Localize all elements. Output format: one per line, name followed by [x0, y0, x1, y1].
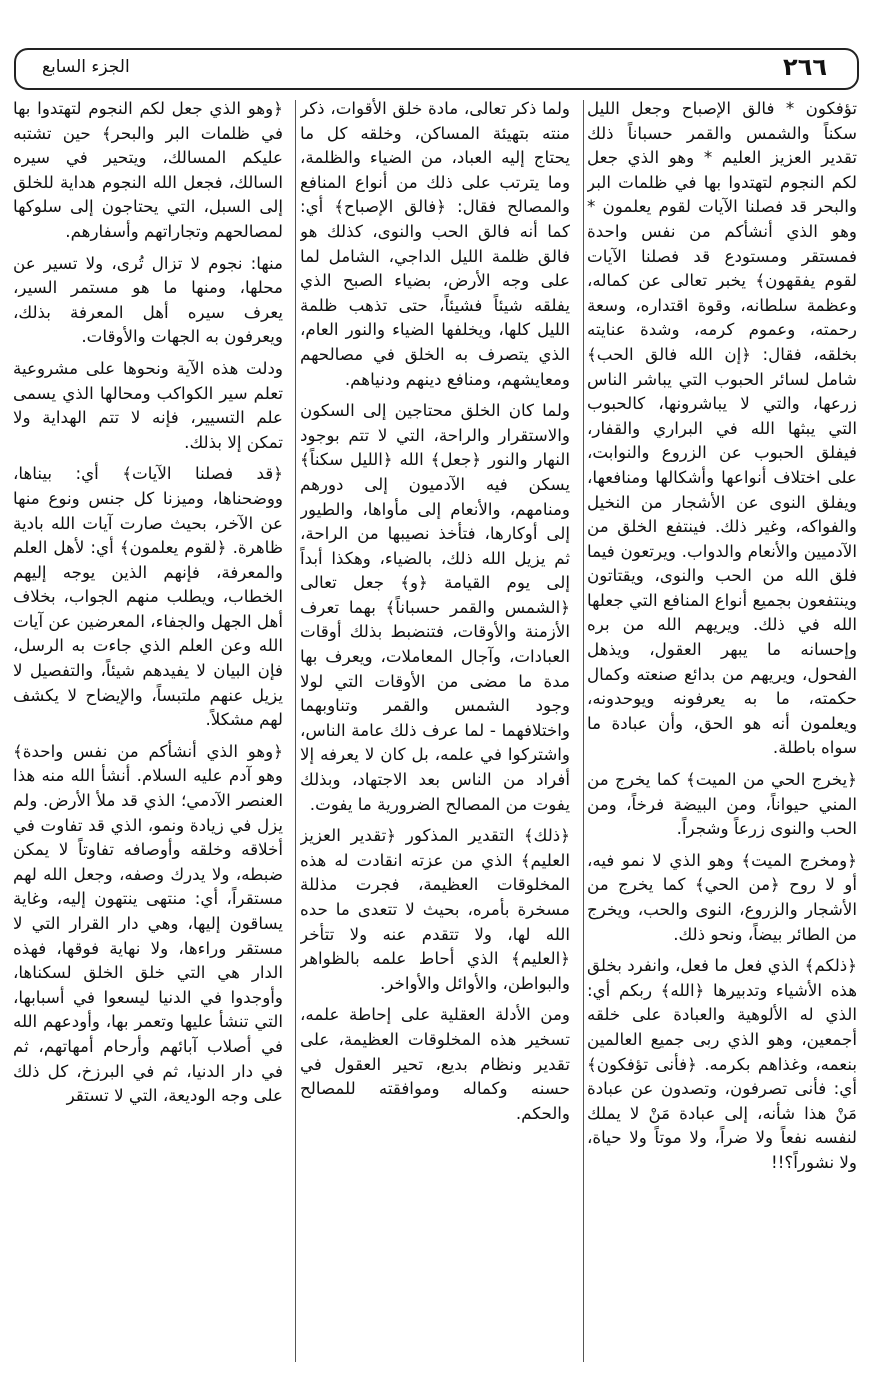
text-column-right: [587, 96, 857, 1366]
paragraph: ﴿ومخرج الميت﴾ وهو الذي لا نمو فيه، أو لا روح ﴿من الحي﴾ كما يخرج من الأشجار والزروع، النوى والحب، ويخرج من الطائر بيضاً، ونحو ذلك.: [587, 849, 857, 944]
paragraph: ﴿وهو الذي أنشأكم من نفس واحدة﴾ وهو آدم عليه السلام. أنشأ الله منه هذا العنصر الآدمي؛ الذي قد ملأ الأرض. ولم يزل في زيادة ونمو، الذي قد تفاوت في أخلاقه وخلقه وأوصافه تفاوتاً لا يمكن ضبطه، ولا يدرك وصفه، وجعل الله لهم مستقراً، أي: منتهى ينتهون إليه، وغاية يساقون إليها، وهي دار القرار التي لا مستقر وراءها، ولا نهاية فوقها، فهذه الدار هي التي خلق الخلق لسكناها، وأوجدوا في الدنيا ليسعوا في أسبابها، التي تنشأ عليها وتعمر بها، وأودعهم الله في أصلاب آبائهم وأرحام أمهاتهم، ثم في دار الدنيا، ثم في البرزخ، كل ذلك على وجه الوديعة، التي لا تستقر: [13, 740, 283, 1106]
page-number: ٢٦٦: [783, 53, 827, 81]
paragraph: منها: نجوم لا تزال تُرى، ولا تسير عن محلها، ومنها ما هو مستمر السير، يعرف سيره أهل المعرفة بذلك، ويعرفون به الجهات والأوقات.: [13, 252, 283, 347]
paragraph: ﴿يخرج الحي من الميت﴾ كما يخرج من المني حيواناً، ومن البيضة فرخاً، ومن الحب والنوى زرعاً وشجراً.: [587, 769, 857, 839]
paragraph: ﴿قد فصلنا الآيات﴾ أي: بيناها، ووضحناها، وميزنا كل جنس ونوع منها عن الآخر، بحيث صارت آيات الله بادية ظاهرة. ﴿لقوم يعلمون﴾ أي: لأهل العلم والمعرفة، فإنهم الذين يوجه إليهم الخطاب، ويطلب منهم الجواب، بخلاف أهل الجهل والجفاء، المعرضين عن آيات الله وعن العلم الذي جاءت به الرسل، فإن البيان لا يفيدهم شيئاً، والتفصيل لا يزيل عنهم ملتبساً، والإيضاح لا يكشف لهم مشكلاً.: [13, 463, 283, 730]
paragraph: ﴿ذلكم﴾ الذي فعل ما فعل، وانفرد بخلق هذه الأشياء وتدبيرها ﴿الله﴾ ربكم أي: الذي له الألوهية والعبادة على خلقه أجمعين، وهو الذي ربى جميع العالمين بنعمه، وغذاهم بكرمه. ﴿فأنى تؤفكون﴾ أي: فأنى تصرفون، وتصدون عن عبادة مَنْ هذا شأنه، إلى عبادة مَنْ لا يملك لنفسه نفعاً ولا ضراً، ولا موتاً ولا حياة، ولا نشوراً؟!!: [587, 955, 857, 1172]
paragraph: ودلت هذه الآية ونحوها على مشروعية تعلم سير الكواكب ومحالها الذي يسمى علم التسيير، فإنه لا تتم الهداية ولا تمكن إلا بذلك.: [13, 357, 283, 452]
paragraph: ﴿ذلك﴾ التقدير المذكور ﴿تقدير العزيز العليم﴾ الذي من عزته انقادت له هذه المخلوقات العظيمة، فجرت مذللة مسخرة بأمره، بحيث لا تتعدى ما حده الله لها، ولا تتقدم عنه ولا تتأخر ﴿العليم﴾ الذي أحاط علمه بالظواهر والبواطن، والأوائل والأواخر.: [300, 825, 570, 993]
text-column-left: [13, 96, 283, 1366]
paragraph: ولما كان الخلق محتاجين إلى السكون والاستقرار والراحة، التي لا تتم بوجود النهار والنور ﴿جعل﴾ الله ﴿الليل سكناً﴾ يسكن فيه الآدميون إلى دورهم ومنامهم، والأنعام إلى مأواها، والطيور إلى أوكارها، فتأخذ نصيبها من الراحة، ثم يزيل الله ذلك، بالضياء، وهكذا أبداً إلى يوم القيامة ﴿و﴾ جعل تعالى ﴿الشمس والقمر حسباناً﴾ بهما تعرف الأزمنة والأوقات، فتنضبط بذلك أوقات العبادات، وآجال المعاملات، ويعرف بها مدة ما مضى من الأوقات التي لولا وجود الشمس والقمر وتناوبهما واختلافهما - لما عرف ذلك عامة الناس، واشتركوا في علمه، بل كان لا يعرفه إلا أفراد من الناس بعد الاجتهاد، وبذلك يفوت من المصالح الضرورية ما يفوت.: [300, 400, 570, 814]
paragraph: ومن الأدلة العقلية على إحاطة علمه، تسخير هذه المخلوقات العظيمة، على تقدير ونظام بديع، تحير العقول في حسنه وكماله وموافقته للمصالح والحكم.: [300, 1004, 570, 1123]
paragraph: ﴿وهو الذي جعل لكم النجوم لتهتدوا بها في ظلمات البر والبحر﴾ حين تشتبه عليكم المسالك، ويتحير في سيره السالك، فجعل الله النجوم هداية للخلق إلى السبل، التي يحتاجون إلى سلوكها لمصالحهم وتجاراتهم وأسفارهم.: [13, 98, 283, 241]
column-divider-right: [583, 100, 584, 1362]
page-header: [14, 48, 859, 90]
part-title: الجزء السابع: [42, 57, 130, 77]
paragraph: ولما ذكر تعالى، مادة خلق الأقوات، ذكر منته بتهيئة المساكن، وخلقه كل ما يحتاج إليه العباد، من الضياء والظلمة، وما يترتب على ذلك من أنواع المنافع والمصالح فقال: ﴿فالق الإصباح﴾ أي: كما أنه فالق الحب والنوى، كذلك هو فالق ظلمة الليل الداجي، الشامل لما على وجه الأرض، بضياء الصبح الذي يفلقه شيئاً فشيئاً، حتى تذهب ظلمة الليل كلها، ويخلفها الضياء والنور العام، الذي يتصرف به الخلق في مصالحهم ومعايشهم، ومنافع دينهم ودنياهم.: [300, 98, 570, 389]
text-column-middle: [300, 96, 570, 1366]
column-divider-left: [295, 100, 296, 1362]
paragraph: تؤفكون * فالق الإصباح وجعل الليل سكناً والشمس والقمر حسباناً ذلك تقدير العزيز العليم * وهو الذي جعل لكم النجوم لتهتدوا بها في ظلمات البر والبحر قد فصلنا الآيات لقوم يعلمون * وهو الذي أنشأكم من نفس واحدة فمستقر ومستودع قد فصلنا الآيات لقوم يفقهون﴾ يخبر تعالى عن كماله، وعظمة سلطانه، وقوة اقتداره، وسعة رحمته، وعموم كرمه، وشدة عنايته بخلقه، فقال: ﴿إن الله فالق الحب﴾ شامل لسائر الحبوب التي يباشر الناس زرعها، والتي لا يباشرونها، كالحبوب التي يبثها الله في البراري والقفار، فيفلق الحبوب عن الزروع والنوابت، على اختلاف أنواعها وأشكالها ومنافعها، ويفلق النوى عن الأشجار من النخيل والفواكه، وغير ذلك. فينتفع الخلق من الآدميين والأنعام والدواب. ويرتعون فيما فلق الله من الحب والنوى، ويقتاتون وينتفعون بجميع أنواع المنافع التي جعلها الله في ذلك. ويريهم الله من بره وإحسانه ما يبهر العقول، ويذهل الفحول، ويريهم من بدائع صنعته وكمال حكمته، ما به يعرفونه ويوحدونه، ويعلمون أنه هو الحق، وأن عبادة ما سواه باطلة.: [587, 98, 857, 758]
